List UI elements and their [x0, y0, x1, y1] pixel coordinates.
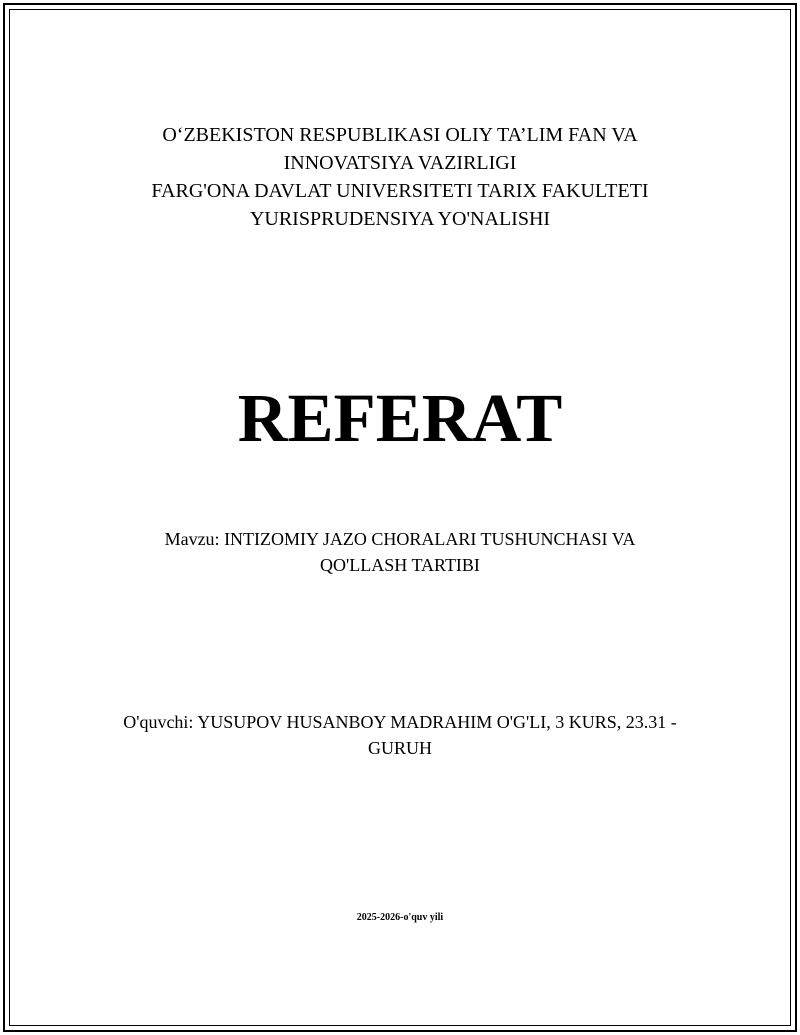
header-line-1: O‘ZBEKISTON RESPUBLIKASI OLIY TA’LIM FAN VA: [162, 124, 638, 146]
institution-header: [0, 121, 800, 233]
topic-line-2: QO'LLASH TARTIBI: [320, 555, 480, 575]
header-line-4: YURISPRUDENSIYA YO'NALISHI: [249, 208, 551, 230]
student-block: [0, 709, 800, 761]
header-line-2: INNOVATSIYA VAZIRLIGI: [283, 152, 517, 174]
academic-year: 2025-2026-o'quv yili: [356, 912, 444, 923]
topic-block: [0, 526, 800, 578]
student-line-1: O'quvchi: YUSUPOV HUSANBOY MADRAHIM O'G'LI, 3 KURS, 23.31 -: [123, 712, 677, 732]
student-line-2: GURUH: [367, 738, 432, 758]
document-title: REFERAT: [237, 380, 563, 456]
topic-line-1: Mavzu: INTIZOMIY JAZO CHORALARI TUSHUNCHASI VA: [164, 529, 636, 549]
header-line-3: FARG'ONA DAVLAT UNIVERSITETI TARIX FAKULTETI: [151, 180, 649, 202]
